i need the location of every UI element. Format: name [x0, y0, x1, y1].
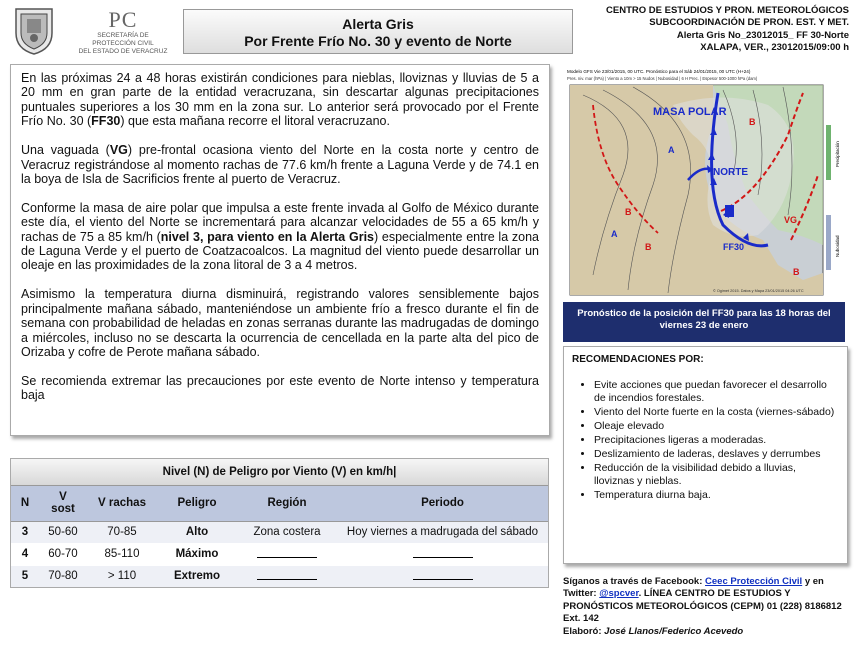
- table-title: Nivel (N) de Peligro por Viento (V) en km/h|: [11, 459, 548, 486]
- issuer-header: CENTRO DE ESTUDIOS Y PRON. METEOROLÓGICOS SUBCOORDINACIÓN DE PRON. EST. Y MET. Alerta Gris No_23012015_ FF 30-Norte XALAPA, VER., 23012015/09:00 h: [606, 5, 849, 53]
- col-n: N: [11, 486, 39, 521]
- twitter-link[interactable]: @spcver: [599, 588, 639, 600]
- col-peligro: Peligro: [157, 486, 237, 521]
- paragraph-2: Una vaguada (VG) pre-frontal ocasiona viento del Norte en la costa norte y centro de Veracruz registrándose al momento rachas de 77.6 km/h frente a Laguna Verde y de 74.1 en la boya de Isla de Sacrificios frente al puerto de Veracruz.: [21, 143, 539, 186]
- alert-title-line2: Por Frente Frío No. 30 y evento de Norte: [244, 33, 512, 49]
- list-item: • Evite acciones que puedan favorecer el desarrollo de incendios forestales.: [594, 379, 839, 404]
- label-low-4: B: [793, 267, 800, 277]
- recommendations-list: [594, 379, 839, 501]
- cloud-legend-label: Nubosidad: [835, 235, 840, 257]
- col-region: Región: [237, 486, 337, 521]
- table-header-row: [11, 486, 548, 521]
- recommendations-box: [563, 346, 848, 564]
- label-low-2: B: [625, 207, 632, 217]
- paragraph-4: Asimismo la temperatura diurna disminuirá, registrando valores sensiblemente bajos principalmente mañana sábado, manteniéndose un ambiente frío a fresco durante el fin de semana con probabilidad de heladas en zonas serranas durante las madrugadas de domingo a miércoles, incluso no se descarta la ocurrencia de cencellada en la parte alta del pico de Orizaba y cofre de Perote mañana sábado.: [21, 287, 539, 359]
- col-v: V sost: [39, 486, 87, 521]
- list-item: • Temperatura diurna baja.: [594, 489, 839, 502]
- recommendations-title: RECOMENDACIONES POR:: [572, 354, 704, 365]
- prepared-by: Elaboró: José Llanos/Federico Acevedo: [563, 625, 744, 637]
- contact-footer: Síganos a través de Facebook: Ceec Protección Civil y en Twitter: @spcver. LÍNEA CENTRO DE ESTUDIOS Y PRONÓSTICOS METEOROLÓGICOS (CEPM) 01 (228) 8186812 Ext. 142 Elaboró: José Llanos/Federico Acevedo: [563, 576, 853, 638]
- table-row: 5 70-80 > 110 Extremo: [11, 565, 548, 587]
- pc-logo-text: PC: [108, 7, 138, 32]
- map-header-line1: Modelo GFS Vie 23/01/2015, 00 UTC. Pronóstico para el Sáb 24/01/2015, 00 UTC (H+24): [567, 69, 751, 74]
- paragraph-1: En las próximas 24 a 48 horas existirán condiciones para nieblas, lloviznas y lluvias de 5 a 20 mm en gran parte de la entidad veracruzana, sin descartar algunas precipitaciones puntuales superiores a los 30 mm en la zona sur. Lo anterior será provocado por el Frente Frío No. 30 (FF30) que esta mañana recorre el litoral veracruzano.: [21, 71, 539, 129]
- alert-body: [10, 64, 550, 436]
- col-rachas: V rachas: [87, 486, 157, 521]
- label-high-1: A: [668, 145, 675, 155]
- org-name: SECRETARÍA DE PROTECCIÓN CIVIL DEL ESTADO DE VERACRUZ: [78, 32, 168, 55]
- map-credit: © Ogimet 2015. Datos y Mapa 23/01/2015 04:26 UTC: [713, 289, 804, 293]
- forecast-map: [563, 65, 845, 300]
- col-periodo: Periodo: [337, 486, 548, 521]
- precip-legend-label: Precipitación: [835, 141, 840, 167]
- label-low-1: B: [749, 117, 756, 127]
- list-item: • Reducción de la visibilidad debido a lluvias, lloviznas y nieblas.: [594, 462, 839, 487]
- label-masa-polar: MASA POLAR: [653, 106, 727, 118]
- map-caption: Pronóstico de la posición del FF30 para las 18 horas del viernes 23 de enero: [563, 302, 845, 342]
- map-legend-bars: [826, 125, 831, 270]
- facebook-link[interactable]: Ceec Protección Civil: [705, 576, 803, 587]
- label-low-3: B: [645, 242, 652, 252]
- paragraph-5: Se recomienda extremar las precauciones por este evento de Norte intenso y temperatura baja: [21, 373, 539, 403]
- label-ff30: FF30: [723, 242, 745, 252]
- list-item: • Oleaje elevado: [594, 420, 839, 433]
- list-item: • Precipitaciones ligeras a moderadas.: [594, 434, 839, 447]
- logo: [8, 5, 178, 57]
- alert-title: [183, 9, 573, 54]
- label-vg: VG: [784, 215, 798, 225]
- alert-title-line1: Alerta Gris: [342, 16, 414, 32]
- list-item: • Viento del Norte fuerte en la costa (viernes-sábado): [594, 406, 839, 419]
- table-row: 3 50-60 70-85 Alto Zona costera Hoy viernes a madrugada del sábado: [11, 521, 548, 543]
- veracruz-shield-icon: [10, 5, 58, 55]
- wind-danger-table: [10, 458, 549, 588]
- table-row: 4 60-70 85-110 Máximo: [11, 543, 548, 565]
- label-norte: NORTE: [713, 167, 748, 178]
- map-header-line2: Pres. niv. mar (hPa) | Viento a 10m > 15 Nudos | Nubosidad | 6 H Prec. | Espesor 500-1000 hPa (dam): [567, 76, 758, 81]
- paragraph-3: Conforme la masa de aire polar que impulsa a este frente invada al Golfo de México durante este día, el viento del Norte se incrementará para alcanzar velocidades de 55 a 65 km/h y rachas de 75 a 85 km/h (nivel 3, para viento en la Alerta Gris) especialmente entre la zona de Laguna Verde y el puerto de Coatzacoalcos. La magnitud del viento puede desarrollar un oleaje en las proximidades de la zona litoral de 3 a 4 metros.: [21, 200, 539, 273]
- buoy-marker: [725, 205, 734, 217]
- list-item: • Deslizamiento de laderas, deslaves y derrumbes: [594, 448, 839, 461]
- forecast-map-graphic: [563, 65, 845, 300]
- label-high-2: A: [611, 229, 618, 239]
